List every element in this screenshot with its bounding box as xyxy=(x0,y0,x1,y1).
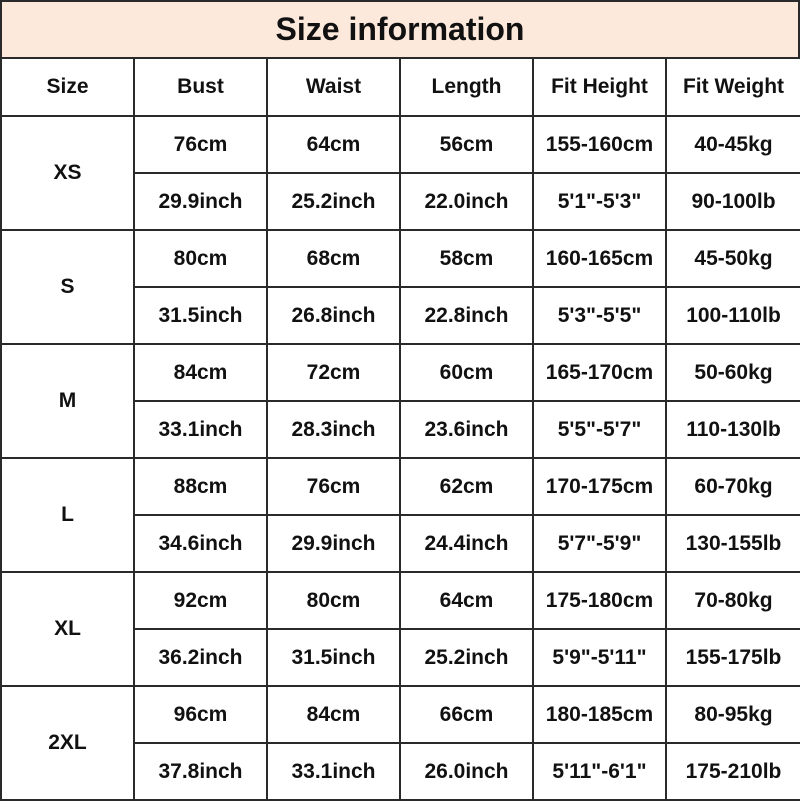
fit-height-imperial-cell: 5'3"-5'5" xyxy=(533,287,666,344)
bust-metric-cell: 84cm xyxy=(134,344,267,401)
waist-imperial-cell: 26.8inch xyxy=(267,287,400,344)
fit-weight-imperial-cell: 175-210lb xyxy=(666,743,800,800)
bust-imperial-cell: 37.8inch xyxy=(134,743,267,800)
waist-metric-cell: 72cm xyxy=(267,344,400,401)
waist-metric-cell: 64cm xyxy=(267,116,400,173)
column-header-length: Length xyxy=(400,58,533,116)
fit-height-metric-cell: 170-175cm xyxy=(533,458,666,515)
bust-imperial-cell: 34.6inch xyxy=(134,515,267,572)
table-header-row xyxy=(1,58,800,116)
length-imperial-cell: 22.0inch xyxy=(400,173,533,230)
fit-height-metric-cell: 160-165cm xyxy=(533,230,666,287)
bust-imperial-cell: 31.5inch xyxy=(134,287,267,344)
waist-imperial-cell: 25.2inch xyxy=(267,173,400,230)
fit-weight-imperial-cell: 110-130lb xyxy=(666,401,800,458)
table-row-metric xyxy=(1,572,800,629)
fit-weight-imperial-cell: 155-175lb xyxy=(666,629,800,686)
length-metric-cell: 64cm xyxy=(400,572,533,629)
fit-weight-metric-cell: 80-95kg xyxy=(666,686,800,743)
size-table xyxy=(0,57,800,801)
size-label: XS xyxy=(1,116,134,230)
length-imperial-cell: 24.4inch xyxy=(400,515,533,572)
fit-height-metric-cell: 165-170cm xyxy=(533,344,666,401)
column-header-bust: Bust xyxy=(134,58,267,116)
fit-height-metric-cell: 180-185cm xyxy=(533,686,666,743)
length-imperial-cell: 25.2inch xyxy=(400,629,533,686)
table-row-metric xyxy=(1,458,800,515)
fit-height-metric-cell: 175-180cm xyxy=(533,572,666,629)
bust-metric-cell: 92cm xyxy=(134,572,267,629)
waist-imperial-cell: 33.1inch xyxy=(267,743,400,800)
fit-weight-imperial-cell: 90-100lb xyxy=(666,173,800,230)
table-row-metric xyxy=(1,344,800,401)
waist-metric-cell: 76cm xyxy=(267,458,400,515)
bust-metric-cell: 80cm xyxy=(134,230,267,287)
length-imperial-cell: 26.0inch xyxy=(400,743,533,800)
table-row-metric xyxy=(1,230,800,287)
waist-metric-cell: 84cm xyxy=(267,686,400,743)
table-row-metric xyxy=(1,116,800,173)
fit-height-metric-cell: 155-160cm xyxy=(533,116,666,173)
fit-height-imperial-cell: 5'9"-5'11" xyxy=(533,629,666,686)
bust-metric-cell: 76cm xyxy=(134,116,267,173)
length-metric-cell: 60cm xyxy=(400,344,533,401)
table-row-metric xyxy=(1,686,800,743)
column-header-fit-weight: Fit Weight xyxy=(666,58,800,116)
length-metric-cell: 58cm xyxy=(400,230,533,287)
waist-metric-cell: 80cm xyxy=(267,572,400,629)
bust-imperial-cell: 36.2inch xyxy=(134,629,267,686)
fit-height-imperial-cell: 5'7"-5'9" xyxy=(533,515,666,572)
size-chart-title: Size information xyxy=(0,0,800,59)
bust-metric-cell: 88cm xyxy=(134,458,267,515)
length-metric-cell: 62cm xyxy=(400,458,533,515)
fit-height-imperial-cell: 5'5"-5'7" xyxy=(533,401,666,458)
size-label: 2XL xyxy=(1,686,134,800)
waist-metric-cell: 68cm xyxy=(267,230,400,287)
length-metric-cell: 56cm xyxy=(400,116,533,173)
waist-imperial-cell: 29.9inch xyxy=(267,515,400,572)
length-imperial-cell: 22.8inch xyxy=(400,287,533,344)
size-label: M xyxy=(1,344,134,458)
bust-imperial-cell: 29.9inch xyxy=(134,173,267,230)
fit-weight-metric-cell: 40-45kg xyxy=(666,116,800,173)
fit-weight-metric-cell: 60-70kg xyxy=(666,458,800,515)
fit-weight-metric-cell: 50-60kg xyxy=(666,344,800,401)
fit-height-imperial-cell: 5'1"-5'3" xyxy=(533,173,666,230)
fit-weight-imperial-cell: 100-110lb xyxy=(666,287,800,344)
fit-weight-metric-cell: 45-50kg xyxy=(666,230,800,287)
bust-metric-cell: 96cm xyxy=(134,686,267,743)
column-header-waist: Waist xyxy=(267,58,400,116)
waist-imperial-cell: 28.3inch xyxy=(267,401,400,458)
size-label: L xyxy=(1,458,134,572)
waist-imperial-cell: 31.5inch xyxy=(267,629,400,686)
size-label: XL xyxy=(1,572,134,686)
column-header-size: Size xyxy=(1,58,134,116)
fit-height-imperial-cell: 5'11"-6'1" xyxy=(533,743,666,800)
length-imperial-cell: 23.6inch xyxy=(400,401,533,458)
column-header-fit-height: Fit Height xyxy=(533,58,666,116)
fit-weight-imperial-cell: 130-155lb xyxy=(666,515,800,572)
bust-imperial-cell: 33.1inch xyxy=(134,401,267,458)
length-metric-cell: 66cm xyxy=(400,686,533,743)
size-label: S xyxy=(1,230,134,344)
fit-weight-metric-cell: 70-80kg xyxy=(666,572,800,629)
